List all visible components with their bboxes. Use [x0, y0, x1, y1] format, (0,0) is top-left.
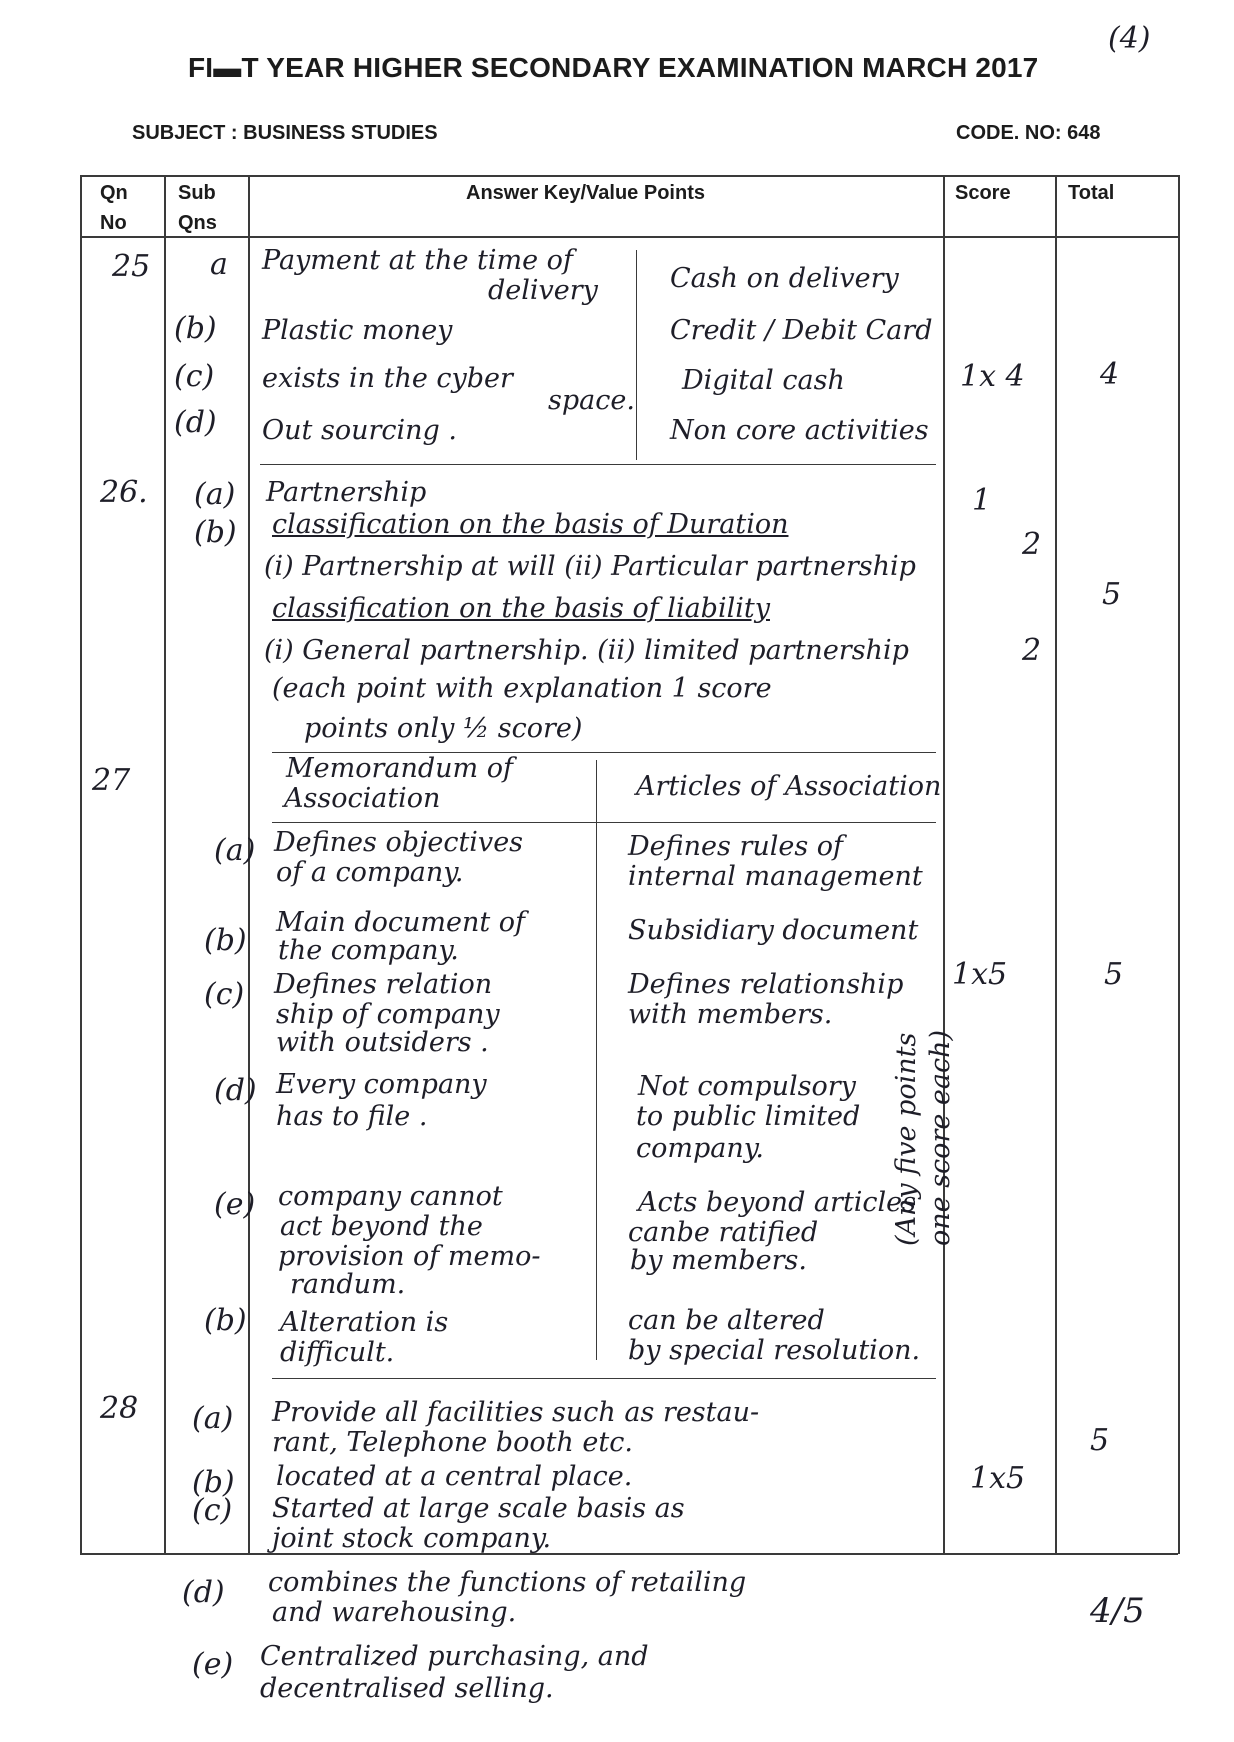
- column-heading: Memorandum of: [286, 753, 513, 784]
- memorandum-line: has to file .: [276, 1101, 428, 1132]
- memorandum-line: act beyond the: [280, 1211, 483, 1242]
- articles-line: Defines relationship: [628, 969, 904, 1000]
- header-score: Score: [955, 182, 1011, 204]
- sub-question-label: (e): [192, 1647, 234, 1682]
- answer-line: points only ½ score): [304, 713, 583, 744]
- sub-question-label: (a): [194, 477, 236, 512]
- sub-question-label: (c): [204, 977, 245, 1012]
- sub-question-label: (e): [214, 1187, 256, 1222]
- memorandum-line: Defines objectives: [274, 827, 524, 858]
- answer-line: exists in the cyber: [262, 363, 513, 394]
- answer-line: and warehousing.: [272, 1597, 517, 1628]
- sub-question-label: (b): [174, 311, 217, 346]
- answer-line: joint stock company.: [272, 1523, 552, 1554]
- sub-question-label: (a): [214, 833, 256, 868]
- articles-line: can be altered: [628, 1305, 825, 1336]
- score-value: 2: [1022, 633, 1042, 668]
- score-value: 1: [972, 483, 992, 518]
- memorandum-line: of a company.: [276, 857, 464, 888]
- memorandum-line: Every company: [276, 1069, 487, 1100]
- answer-line: (i) General partnership. (ii) limited partnership: [264, 635, 909, 666]
- sub-question-label: (a): [192, 1401, 234, 1436]
- answer-line: Cash on delivery: [670, 263, 899, 294]
- question-number: 25: [112, 249, 151, 284]
- articles-line: with members.: [628, 999, 833, 1030]
- header-sub-qns: Sub Qns: [178, 182, 217, 234]
- articles-line: Subsidiary document: [628, 915, 919, 946]
- memorandum-line: Defines relation: [274, 969, 493, 1000]
- header-total: Total: [1068, 182, 1115, 204]
- memorandum-line: Main document of: [276, 907, 526, 938]
- page-total: 4/5: [1090, 1591, 1145, 1631]
- answer-line: Non core activities: [670, 415, 929, 446]
- side-note: (Any five points one score each): [891, 1029, 956, 1246]
- sub-question-label: (b): [204, 923, 247, 958]
- column-heading: Articles of Association: [636, 771, 942, 802]
- answer-line: Centralized purchasing, and: [260, 1641, 649, 1672]
- sub-question-label: (c): [192, 1493, 233, 1528]
- memorandum-line: company cannot: [278, 1181, 503, 1212]
- exam-title: FI▬T YEAR HIGHER SECONDARY EXAMINATION MARCH 2017: [188, 52, 1039, 83]
- answer-line: Partnership: [266, 477, 427, 508]
- answer-line: Plastic money: [262, 315, 453, 346]
- answer-line: rant, Telephone booth etc.: [272, 1427, 633, 1458]
- answer-line: classification on the basis of liability: [272, 593, 770, 624]
- page-number: (4): [1108, 21, 1151, 56]
- question-number: 27: [92, 763, 131, 798]
- articles-line: by members.: [630, 1245, 807, 1276]
- memorandum-line: the company.: [278, 935, 459, 966]
- subject-label: SUBJECT : BUSINESS STUDIES: [132, 122, 438, 144]
- answer-line: Payment at the time of: [262, 245, 573, 276]
- total-value: 5: [1102, 577, 1122, 612]
- articles-line: by special resolution.: [628, 1335, 921, 1366]
- sub-question-label: (d): [182, 1575, 225, 1610]
- score-value: 1x5: [970, 1461, 1026, 1496]
- articles-line: canbe ratified: [628, 1217, 819, 1248]
- column-heading: Association: [284, 783, 441, 814]
- articles-line: Defines rules of: [628, 831, 844, 862]
- sub-question-label: (d): [174, 405, 217, 440]
- sub-question-label: (c): [174, 359, 215, 394]
- memorandum-line: difficult.: [280, 1337, 395, 1368]
- answer-line: (each point with explanation 1 score: [272, 673, 772, 704]
- answer-line: located at a central place.: [276, 1461, 633, 1492]
- total-value: 5: [1090, 1423, 1110, 1458]
- articles-line: Not compulsory: [638, 1071, 856, 1102]
- answer-line: Provide all facilities such as restau-: [272, 1397, 760, 1428]
- answer-line: decentralised selling.: [260, 1673, 554, 1704]
- header-answer-key: Answer Key/Value Points: [466, 182, 705, 204]
- score-value: 1x 4: [960, 359, 1025, 394]
- score-value: 2: [1022, 527, 1042, 562]
- question-number: 28: [100, 1391, 139, 1426]
- sub-question-label: (b): [204, 1303, 247, 1338]
- sub-question-label: (d): [214, 1073, 257, 1108]
- sub-question-label: (b): [194, 515, 237, 550]
- answer-line: delivery: [488, 275, 598, 306]
- answer-line: (i) Partnership at will (ii) Particular partnership: [264, 551, 916, 582]
- articles-line: internal management: [628, 861, 923, 892]
- sub-question-label: a: [210, 247, 228, 282]
- total-value: 4: [1100, 357, 1120, 392]
- answer-line: classification on the basis of Duration: [272, 509, 789, 540]
- answer-line: Started at large scale basis as: [272, 1493, 685, 1524]
- score-value: 1x5: [952, 957, 1008, 992]
- sub-question-label: (b): [192, 1465, 235, 1500]
- answer-line: Credit / Debit Card: [670, 315, 933, 346]
- header-qn-no: Qn No: [100, 182, 128, 234]
- code-label: CODE. NO: 648: [956, 122, 1101, 144]
- articles-line: company.: [636, 1133, 764, 1164]
- articles-line: to public limited: [636, 1101, 861, 1132]
- answer-line: combines the functions of retailing: [268, 1567, 747, 1598]
- question-number: 26.: [100, 475, 148, 510]
- memorandum-line: with outsiders .: [276, 1027, 489, 1058]
- answer-line: space.: [548, 385, 635, 416]
- answer-line: Out sourcing .: [262, 415, 457, 446]
- articles-line: Acts beyond articles: [638, 1187, 917, 1218]
- answer-line: Digital cash: [682, 365, 845, 396]
- memorandum-line: provision of memo-: [278, 1241, 541, 1272]
- memorandum-line: ship of company: [276, 999, 500, 1030]
- total-value: 5: [1104, 957, 1124, 992]
- memorandum-line: randum.: [290, 1269, 406, 1300]
- memorandum-line: Alteration is: [280, 1307, 449, 1338]
